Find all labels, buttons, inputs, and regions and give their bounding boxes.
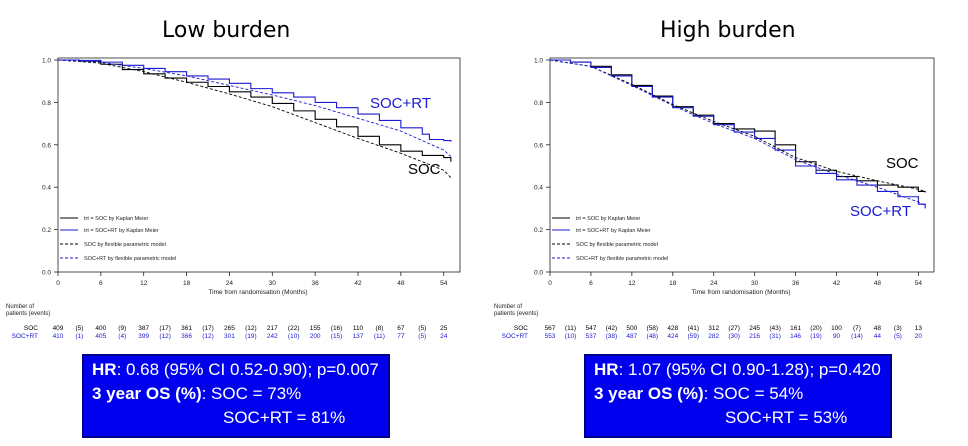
x-tick-label: 12 bbox=[628, 280, 636, 287]
y-tick-label: 0.4 bbox=[41, 184, 51, 192]
risk-cell: (4) bbox=[118, 333, 127, 340]
x-tick-label: 0 bbox=[56, 280, 60, 287]
risk-cell: (7) bbox=[852, 325, 861, 332]
y-tick-label: 0.6 bbox=[41, 142, 51, 150]
risk-cell: 553 bbox=[544, 333, 556, 340]
left-summary-box bbox=[82, 354, 390, 438]
risk-cell: 487 bbox=[626, 333, 638, 340]
y-tick-label: 0.2 bbox=[41, 227, 51, 235]
risk-cell: 537 bbox=[585, 333, 597, 340]
risk-cell: 20 bbox=[914, 333, 922, 340]
risk-cell: (16) bbox=[330, 325, 343, 332]
legend-label: SOC by flexible parametric model bbox=[576, 242, 658, 248]
legend-label: SOC+RT by flexible parametric model bbox=[576, 256, 669, 262]
risk-cell: (58) bbox=[646, 325, 659, 332]
risk-cell: (9) bbox=[118, 325, 127, 332]
risk-cell: (20) bbox=[810, 325, 822, 332]
right-chart-title: High burden bbox=[660, 18, 796, 43]
x-axis-label: Time from randomisation (Months) bbox=[208, 289, 308, 296]
y-tick-label: 0.6 bbox=[533, 142, 543, 150]
risk-cell: (12) bbox=[245, 325, 257, 332]
risk-cell: 245 bbox=[749, 325, 761, 332]
risk-cell: 242 bbox=[266, 333, 278, 340]
curve-label: SOC+RT bbox=[370, 95, 431, 112]
risk-cell: 366 bbox=[181, 333, 193, 340]
right-os-soc: : SOC = 54% bbox=[703, 384, 804, 403]
legend-label: trt = SOC by Kaplan Meier bbox=[84, 216, 149, 222]
y-tick-label: 1.0 bbox=[533, 57, 543, 65]
risk-cell: (5) bbox=[75, 325, 84, 332]
risk-cell: (5) bbox=[893, 333, 902, 340]
risk-cell: (22) bbox=[287, 325, 300, 332]
risk-cell: 110 bbox=[352, 325, 364, 332]
risk-cell: (30) bbox=[728, 333, 740, 340]
x-tick-label: 24 bbox=[710, 280, 718, 287]
x-tick-label: 36 bbox=[791, 280, 800, 287]
risk-cell: (38) bbox=[605, 333, 618, 340]
risk-cell: 217 bbox=[266, 325, 278, 332]
x-tick-label: 0 bbox=[548, 280, 552, 287]
risk-cell: 24 bbox=[440, 333, 448, 340]
x-tick-label: 6 bbox=[99, 280, 103, 287]
plot-frame bbox=[58, 58, 460, 272]
left-km-chart bbox=[0, 50, 478, 390]
risk-cell: 137 bbox=[352, 333, 364, 340]
risk-cell: 361 bbox=[181, 325, 193, 332]
legend-label: trt = SOC by Kaplan Meier bbox=[576, 216, 641, 222]
legend-label: trt = SOC+RT by Kaplan Meier bbox=[84, 228, 159, 234]
risk-cell: 48 bbox=[873, 325, 882, 332]
risk-cell: (17) bbox=[202, 325, 214, 332]
left-hr-value: : 0.68 (95% CI 0.52-0.90); p=0.007 bbox=[116, 360, 379, 379]
risk-cell: 409 bbox=[52, 325, 64, 332]
risk-row-label: SOC bbox=[513, 325, 528, 332]
x-tick-label: 54 bbox=[914, 280, 922, 287]
risk-row-label: SOC+RT bbox=[11, 333, 38, 340]
y-tick-label: 0.8 bbox=[533, 99, 543, 107]
x-tick-label: 6 bbox=[589, 280, 593, 287]
risk-cell: (5) bbox=[418, 333, 427, 340]
x-tick-label: 30 bbox=[751, 280, 759, 287]
y-tick-label: 0.8 bbox=[41, 99, 51, 107]
left-os-socrt: SOC+RT = 81% bbox=[223, 408, 346, 427]
risk-cell: (19) bbox=[245, 333, 257, 340]
risk-header: patients (events) bbox=[6, 311, 51, 317]
left-chart-title: Low burden bbox=[162, 18, 291, 43]
risk-cell: 410 bbox=[52, 333, 64, 340]
risk-cell: 67 bbox=[397, 325, 405, 332]
right-os-socrt: SOC+RT = 53% bbox=[725, 408, 848, 427]
y-tick-label: 0.0 bbox=[533, 269, 543, 277]
right-hr-value: : 1.07 (95% CI 0.90-1.28); p=0.420 bbox=[618, 360, 881, 379]
risk-row-label: SOC bbox=[23, 325, 38, 332]
risk-cell: 90 bbox=[832, 333, 841, 340]
risk-cell: 387 bbox=[138, 325, 150, 332]
risk-cell: 25 bbox=[440, 325, 448, 332]
risk-cell: (12) bbox=[159, 333, 171, 340]
risk-cell: 155 bbox=[309, 325, 321, 332]
risk-cell: 282 bbox=[708, 333, 720, 340]
x-tick-label: 42 bbox=[354, 280, 362, 287]
risk-cell: (42) bbox=[605, 325, 618, 332]
x-tick-label: 54 bbox=[440, 280, 448, 287]
risk-cell: 428 bbox=[667, 325, 679, 332]
left-os-soc: : SOC = 73% bbox=[201, 384, 302, 403]
risk-cell: (27) bbox=[728, 325, 740, 332]
risk-cell: (41) bbox=[687, 325, 700, 332]
left-hr-label: HR bbox=[92, 360, 117, 379]
risk-cell: (43) bbox=[769, 325, 781, 332]
soc-model-curve bbox=[550, 60, 925, 191]
risk-cell: (17) bbox=[159, 325, 171, 332]
risk-cell: 567 bbox=[544, 325, 556, 332]
risk-cell: 44 bbox=[873, 333, 882, 340]
x-tick-label: 30 bbox=[268, 280, 276, 287]
soc-rt-model-curve bbox=[550, 60, 925, 205]
x-axis-label: Time from randomisation (Months) bbox=[691, 289, 791, 296]
risk-cell: (48) bbox=[646, 333, 659, 340]
y-tick-label: 0.2 bbox=[533, 227, 543, 235]
risk-cell: (14) bbox=[851, 333, 863, 340]
y-tick-label: 0.0 bbox=[41, 269, 51, 277]
risk-cell: (10) bbox=[287, 333, 300, 340]
x-tick-label: 36 bbox=[311, 280, 319, 287]
x-tick-label: 48 bbox=[873, 280, 882, 287]
risk-cell: 13 bbox=[914, 325, 922, 332]
legend-label: SOC+RT by flexible parametric model bbox=[84, 256, 177, 262]
risk-cell: 100 bbox=[831, 325, 842, 332]
risk-cell: 301 bbox=[223, 333, 235, 340]
risk-cell: 312 bbox=[708, 325, 720, 332]
x-tick-label: 18 bbox=[182, 280, 191, 287]
soc-km-curve bbox=[550, 60, 925, 193]
risk-cell: (3) bbox=[893, 325, 902, 332]
x-tick-label: 42 bbox=[832, 280, 841, 287]
risk-cell: 400 bbox=[95, 325, 107, 332]
risk-header: patients (events) bbox=[494, 311, 539, 317]
risk-cell: 547 bbox=[585, 325, 597, 332]
risk-cell: (31) bbox=[769, 333, 781, 340]
curve-label: SOC+RT bbox=[850, 203, 911, 220]
risk-cell: (1) bbox=[75, 333, 84, 340]
risk-cell: (11) bbox=[373, 333, 385, 340]
risk-cell: 161 bbox=[790, 325, 802, 332]
x-tick-label: 48 bbox=[397, 280, 405, 287]
y-tick-label: 0.4 bbox=[533, 184, 543, 192]
curve-label: SOC bbox=[408, 161, 441, 178]
risk-cell: (15) bbox=[330, 333, 343, 340]
risk-cell: 200 bbox=[309, 333, 321, 340]
risk-header: Number of bbox=[494, 304, 523, 310]
risk-row-label: SOC+RT bbox=[501, 333, 528, 340]
risk-cell: 500 bbox=[626, 325, 638, 332]
risk-cell: (8) bbox=[375, 325, 384, 332]
risk-cell: (19) bbox=[810, 333, 822, 340]
risk-cell: 399 bbox=[138, 333, 150, 340]
risk-header: Number of bbox=[6, 304, 35, 310]
risk-cell: (11) bbox=[564, 325, 577, 332]
legend-label: SOC by flexible parametric model bbox=[84, 242, 166, 248]
legend-label: trt = SOC+RT by Kaplan Meier bbox=[576, 228, 651, 234]
risk-cell: (59) bbox=[687, 333, 700, 340]
plot-frame bbox=[550, 58, 934, 272]
x-tick-label: 24 bbox=[225, 280, 234, 287]
risk-cell: 424 bbox=[667, 333, 679, 340]
risk-cell: 146 bbox=[790, 333, 802, 340]
x-tick-label: 18 bbox=[669, 280, 677, 287]
curve-label: SOC bbox=[886, 155, 919, 172]
right-summary-box bbox=[584, 354, 892, 438]
risk-cell: (10) bbox=[564, 333, 577, 340]
left-os-label: 3 year OS (%) bbox=[92, 384, 202, 403]
y-tick-label: 1.0 bbox=[41, 57, 51, 65]
risk-cell: 405 bbox=[95, 333, 107, 340]
risk-cell: 216 bbox=[749, 333, 761, 340]
risk-cell: (12) bbox=[202, 333, 214, 340]
right-os-label: 3 year OS (%) bbox=[594, 384, 704, 403]
risk-cell: 77 bbox=[397, 333, 405, 340]
soc-rt-km-curve bbox=[550, 60, 925, 208]
right-km-chart bbox=[488, 50, 966, 390]
right-hr-label: HR bbox=[594, 360, 619, 379]
soc-model-curve bbox=[58, 60, 451, 178]
risk-cell: 265 bbox=[223, 325, 235, 332]
x-tick-label: 12 bbox=[140, 280, 148, 287]
risk-cell: (5) bbox=[418, 325, 427, 332]
